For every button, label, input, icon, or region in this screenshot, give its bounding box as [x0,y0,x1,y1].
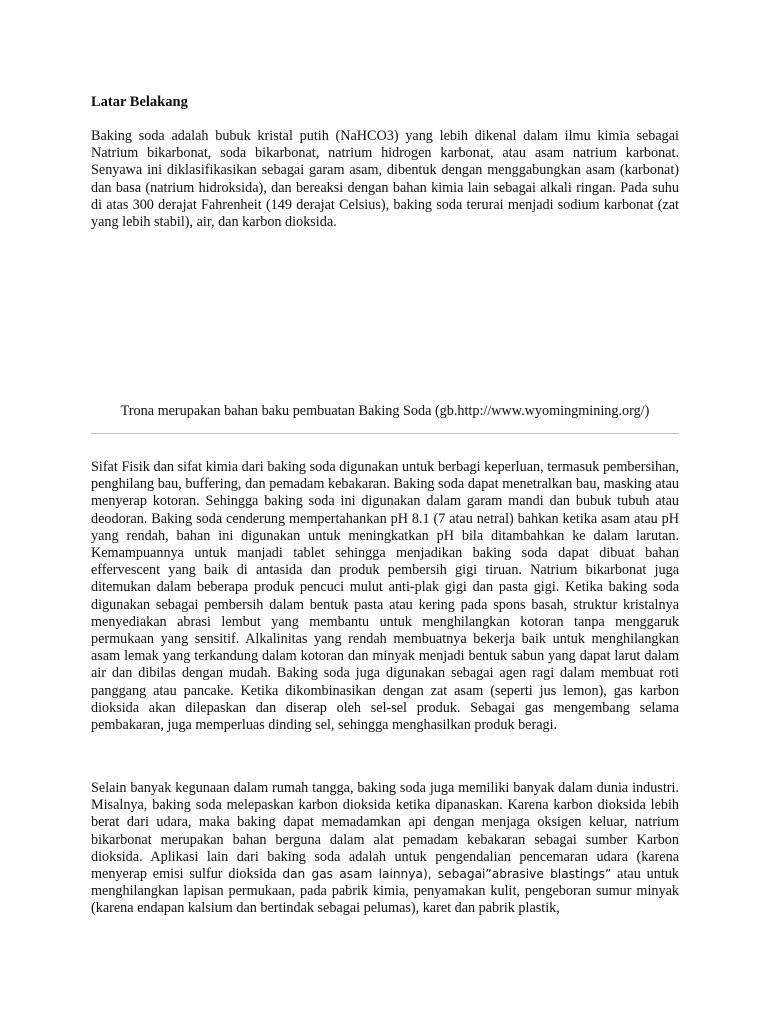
caption-divider [91,433,679,434]
paragraph-industrial-uses-start: Selain banyak kegunaan dalam rumah tangga, baking soda juga memiliki banyak dalam dunia industri. Misalnya, baking soda melepaskan karbon dioksida ketika dipanaskan. Karena karbon dioksida lebih berat dari udara, maka baking dapat memadamkan api dengan menjaga oksigen keluar, natrium bikarbonat merupakan bahan berguna dalam alat pemadam kebakaran sebagai sumber Karbon dioksida. Aplikasi lain dari baking soda adalah untuk pengendalian pencemaran udara (karena menyerap emisi sulfur dioksida [91,780,679,883]
paragraph-properties: Sifat Fisik dan sifat kimia dari baking soda digunakan untuk berbagi keperluan, termasuk pembersihan, penghilang bau, buffering, dan pemadam kebakaran. Baking soda dapat menetralkan bau, masking atau menyerap kotoran. Sehingga baking soda ini digunakan dalam garam mandi dan bubuk tubuh atau deodoran. Baking soda cenderung mempertahankan pH 8.1 (7 atau netral) bahkan ketika asam atau pH yang rendah, bahan ini digunakan untuk meningkatkan pH bila ditambahkan ke dalam larutan. Kemampuannya untuk manjadi tablet sehingga menjadikan baking soda dapat dibuat bahan effervescent yang baik di antasida dan produk pembersih gigi tiruan. Natrium bikarbonat juga ditemukan dalam beberapa produk pencuci mulut anti-plak gigi dan pasta gigi. Ketika baking soda digunakan sebagai pembersih dalam bentuk pasta atau kering pada spons basah, struktur kristalnya menyediakan abrasi lembut yang membantu untuk menghilangkan kotoran tanpa menggaruk permukaan yang sensitif. Alkalinitas yang rendah membuatnya bekerja baik untuk menghilangkan asam lemak yang terkandung dalam kotoran dan minyak menjadi bentuk sabun yang dapat larut dalam air dan dibilas dengan mudah. Baking soda juga digunakan sebagai agen ragi dalam membuat roti panggang atau pancake. Ketika dikombinasikan dengan zat asam (seperti jus lemon), gas karbon dioksida akan dilepaskan dan diserap oleh sel-sel produk. Sebagai gas mengembang selama pembakaran, juga memperluas dinding sel, sehingga menghasilkan produk beragi. [91,459,679,734]
paragraph-industrial-uses-sans-run: dan gas asam lainnya), sebagai”abrasive blastings” [282,867,612,882]
section-heading: Latar Belakang [91,94,188,110]
image-caption: Trona merupakan bahan baku pembuatan Baking Soda (gb.http://www.wyomingmining.org/) [120,403,650,419]
paragraph-industrial-uses-end: atau untuk menghilangkan lapisan permukaan, pada pabrik kimia, penyamakan kulit, pengeboran sumur minyak (karena endapan kalsium dan bertindak sebagai pelumas), karet dan pabrik plastik, [91,866,680,917]
paragraph-industrial-uses [91,780,679,918]
paragraph-background: Baking soda adalah bubuk kristal putih (NaHCO3) yang lebih dikenal dalam ilmu kimia sebagai Natrium bikarbonat, soda bikarbonat, natrium hidrogen karbonat, atau asam natrium karbonat. Senyawa ini diklasifikasikan sebagai garam asam, dibentuk dengan menggabungkan asam (karbonat) dan basa (natrium hidroksida), dan bereaksi dengan bahan kimia lain sebagai alkali ringan. Pada suhu di atas 300 derajat Fahrenheit (149 derajat Celsius), baking soda terurai menjadi sodium karbonat (zat yang lebih stabil), air, dan karbon dioksida. [91,128,679,231]
